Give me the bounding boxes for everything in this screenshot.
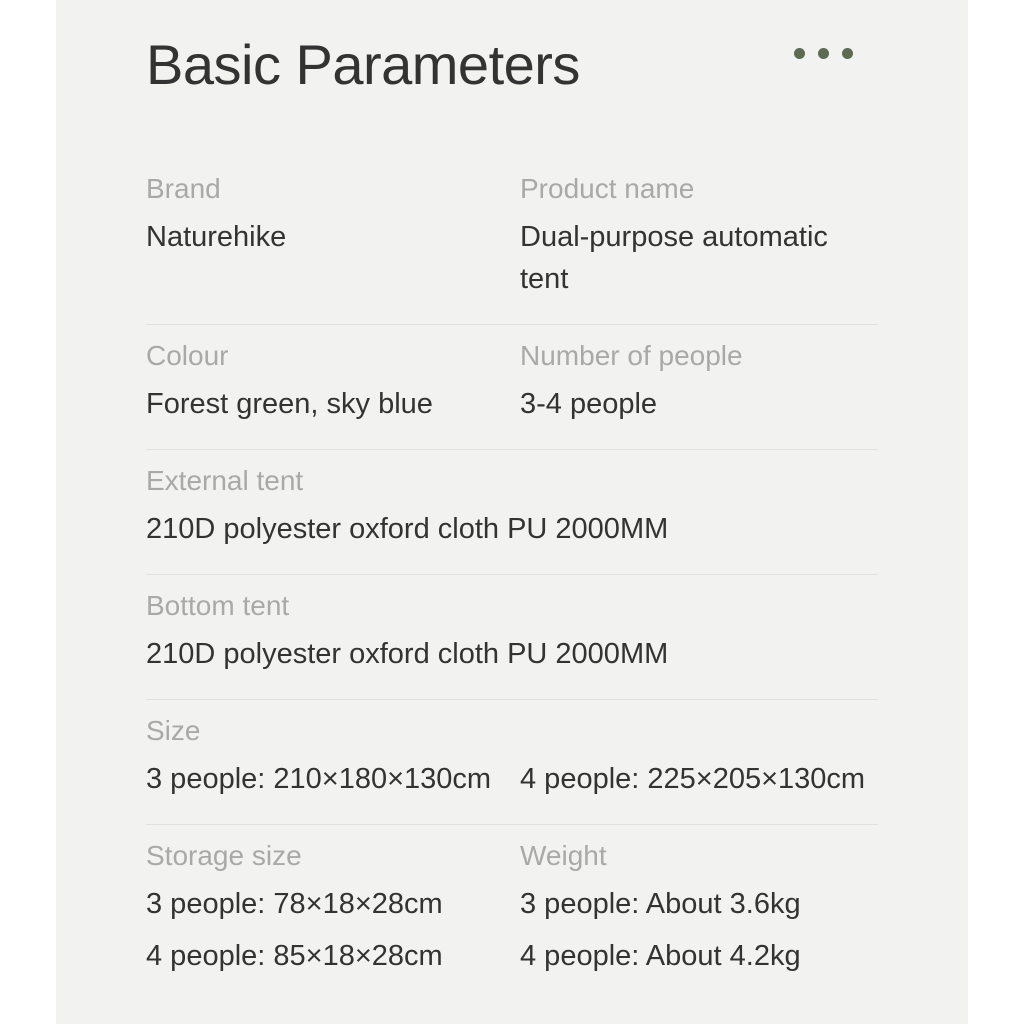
table-cell-size-4-people — [512, 710, 878, 800]
parameter-value: 3 people: 210×180×130cm — [146, 763, 492, 796]
table-cell-size — [146, 710, 512, 800]
table-row — [146, 325, 878, 450]
parameter-label: Storage size — [146, 840, 302, 872]
parameters-table — [146, 158, 878, 1001]
parameter-label: Brand — [146, 173, 221, 204]
parameter-value: Forest green, sky blue — [146, 388, 433, 421]
table-cell-storage-size — [146, 835, 512, 977]
parameter-label: Colour — [146, 340, 229, 372]
table-row — [146, 825, 878, 1001]
parameter-value: 3 people: 78×18×28cm — [146, 888, 443, 921]
parameter-value: Dual-purpose automatic tent — [520, 221, 828, 296]
parameter-label: Product name — [520, 173, 695, 204]
parameter-value: 4 people: 85×18×28cm — [146, 940, 443, 973]
parameter-value: Naturehike — [146, 221, 287, 253]
parameter-value: 4 people: About 4.2kg — [520, 940, 801, 973]
more-horizontal-icon[interactable] — [794, 48, 853, 59]
parameters-panel — [56, 0, 968, 1024]
dot-1 — [794, 48, 805, 59]
table-cell-number-of-people — [512, 335, 878, 425]
dot-2 — [818, 48, 829, 59]
parameter-label: Size — [146, 715, 201, 747]
table-row — [146, 158, 878, 325]
table-cell-colour — [146, 335, 512, 425]
table-cell-product-name — [512, 168, 878, 300]
table-cell-bottom-tent — [146, 585, 878, 675]
parameter-label — [520, 710, 878, 752]
table-cell-weight — [512, 835, 878, 977]
parameter-label: Weight — [520, 840, 607, 872]
table-cell-brand — [146, 168, 512, 300]
page-title: Basic Parameters — [146, 33, 580, 96]
table-row — [146, 575, 878, 700]
panel-header — [56, 0, 968, 110]
parameter-value: 210D polyester oxford cloth PU 2000MM — [146, 638, 669, 671]
dot-3 — [842, 48, 853, 59]
parameter-value: 210D polyester oxford cloth PU 2000MM — [146, 513, 669, 546]
parameter-value: 4 people: 225×205×130cm — [520, 763, 866, 796]
table-cell-external-tent — [146, 460, 878, 550]
parameter-value: 3-4 people — [520, 388, 658, 421]
table-row — [146, 700, 878, 825]
table-row — [146, 450, 878, 575]
parameter-label: Number of people — [520, 340, 743, 372]
parameter-value: 3 people: About 3.6kg — [520, 888, 801, 921]
parameter-label: Bottom tent — [146, 590, 290, 622]
parameter-label: External tent — [146, 465, 304, 497]
